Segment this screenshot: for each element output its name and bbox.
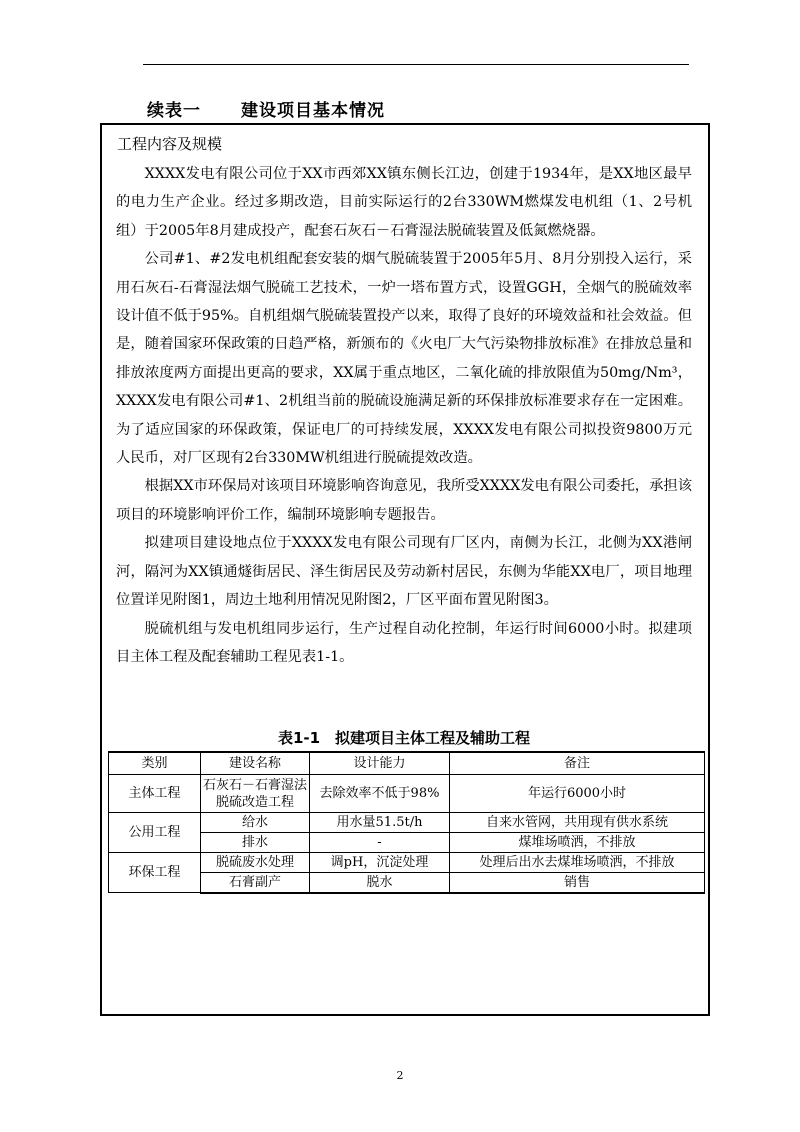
page-number: 2 [396,1069,404,1082]
cell-note: 年运行6000小时 [450,775,705,813]
cell-name: 给水 [201,813,310,833]
header-category: 类别 [109,752,201,775]
cell-capacity: 调pH，沉淀处理 [310,853,450,873]
paragraph-desulfurization: 公司#1、#2发电机组配套安装的烟气脱硫装置于2005年5月、8月分别投入运行，采用石灰石-石膏湿法烟气脱硫工艺技术，一炉一塔布置方式，设置GGH，全烟气的脱硫效率设计值不低于95%。自机组烟气脱硫装置投产以来，取得了良好的环境效益和社会效益。但是，随着国家环保政策的日趋严格，新颁布的《火电厂大气污染物排放标准》在排放总量和排放浓度两方面提出更高的要求，XX属于重点地区，二氧化硫的排放限值为50mg/Nm³，XXXX发电有限公司#1、2机组当前的脱硫设施满足新的环保排放标准要求存在一定困难。为了适应国家的环保政策，保证电厂的可持续发展，XXXX发电有限公司拟投资9800万元人民币，对厂区现有2台330MW机组进行脱硫提效改造。 [116,251,692,467]
cell-note: 处理后出水去煤堆场喷洒，不排放 [450,853,705,873]
paragraph-location: 拟建项目建设地点位于XXXX发电有限公司现有厂区内，南侧为长江，北侧为XX港闸河，隔河为XX镇通燧街居民、泽生街居民及劳动新村居民，东侧为华能XX电厂，项目地理位置详见附图1，周边土地利用情况见附图2，厂区平面布置见附图3。 [116,535,692,609]
group-main: 主体工程 [109,775,201,813]
section-title [147,96,385,121]
cell-capacity: - [310,833,450,853]
project-table [108,751,705,894]
cell-note: 自来水管网，共用现有供水系统 [450,813,705,833]
cell-name: 排水 [201,833,310,853]
header-name: 建设名称 [201,752,310,775]
cell-name: 石膏副产 [201,873,310,893]
table-title: 表1-1 拟建项目主体工程及辅助工程 [277,729,531,747]
table-row [109,775,705,813]
cell-note: 煤堆场喷洒，不排放 [450,833,705,853]
cell-capacity: 去除效率不低于98% [310,775,450,813]
header-capacity: 设计能力 [310,752,450,775]
section-label: 续表一 [147,101,201,121]
paragraph-operation: 脱硫机组与发电机组同步运行，生产过程自动化控制，年运行时间6000小时。拟建项目主体工程及配套辅助工程见表1-1。 [116,620,692,665]
paragraph-commission: 根据XX市环保局对该项目环境影响咨询意见，我所受XXXX发电有限公司委托，承担该项目的环境影响评价工作，编制环境影响专题报告。 [116,478,692,523]
cell-capacity: 用水量51.5t/h [310,813,450,833]
cell-capacity: 脱水 [310,873,450,893]
table-header-row [109,752,705,775]
body-text [116,160,692,671]
cell-note: 销售 [450,873,705,893]
header-rule [143,64,689,65]
section-title-text: 建设项目基本情况 [241,101,385,121]
group-utility: 公用工程 [109,813,201,853]
content-heading: 工程内容及规模 [117,135,223,153]
table-row [109,853,705,873]
cell-name: 石灰石－石膏湿法脱硫改造工程 [201,775,310,813]
header-note: 备注 [450,752,705,775]
table-row [109,813,705,833]
group-environment: 环保工程 [109,853,201,893]
cell-name: 脱硫废水处理 [201,853,310,873]
paragraph-company: XXXX发电有限公司位于XX市西郊XX镇东侧长江边，创建于1934年，是XX地区最早的电力生产企业。经过多期改造，目前实际运行的2台330WM燃煤发电机组（1、2号机组）于2005年8月建成投产，配套石灰石－石膏湿法脱硫装置及低氮燃烧器。 [116,166,692,239]
